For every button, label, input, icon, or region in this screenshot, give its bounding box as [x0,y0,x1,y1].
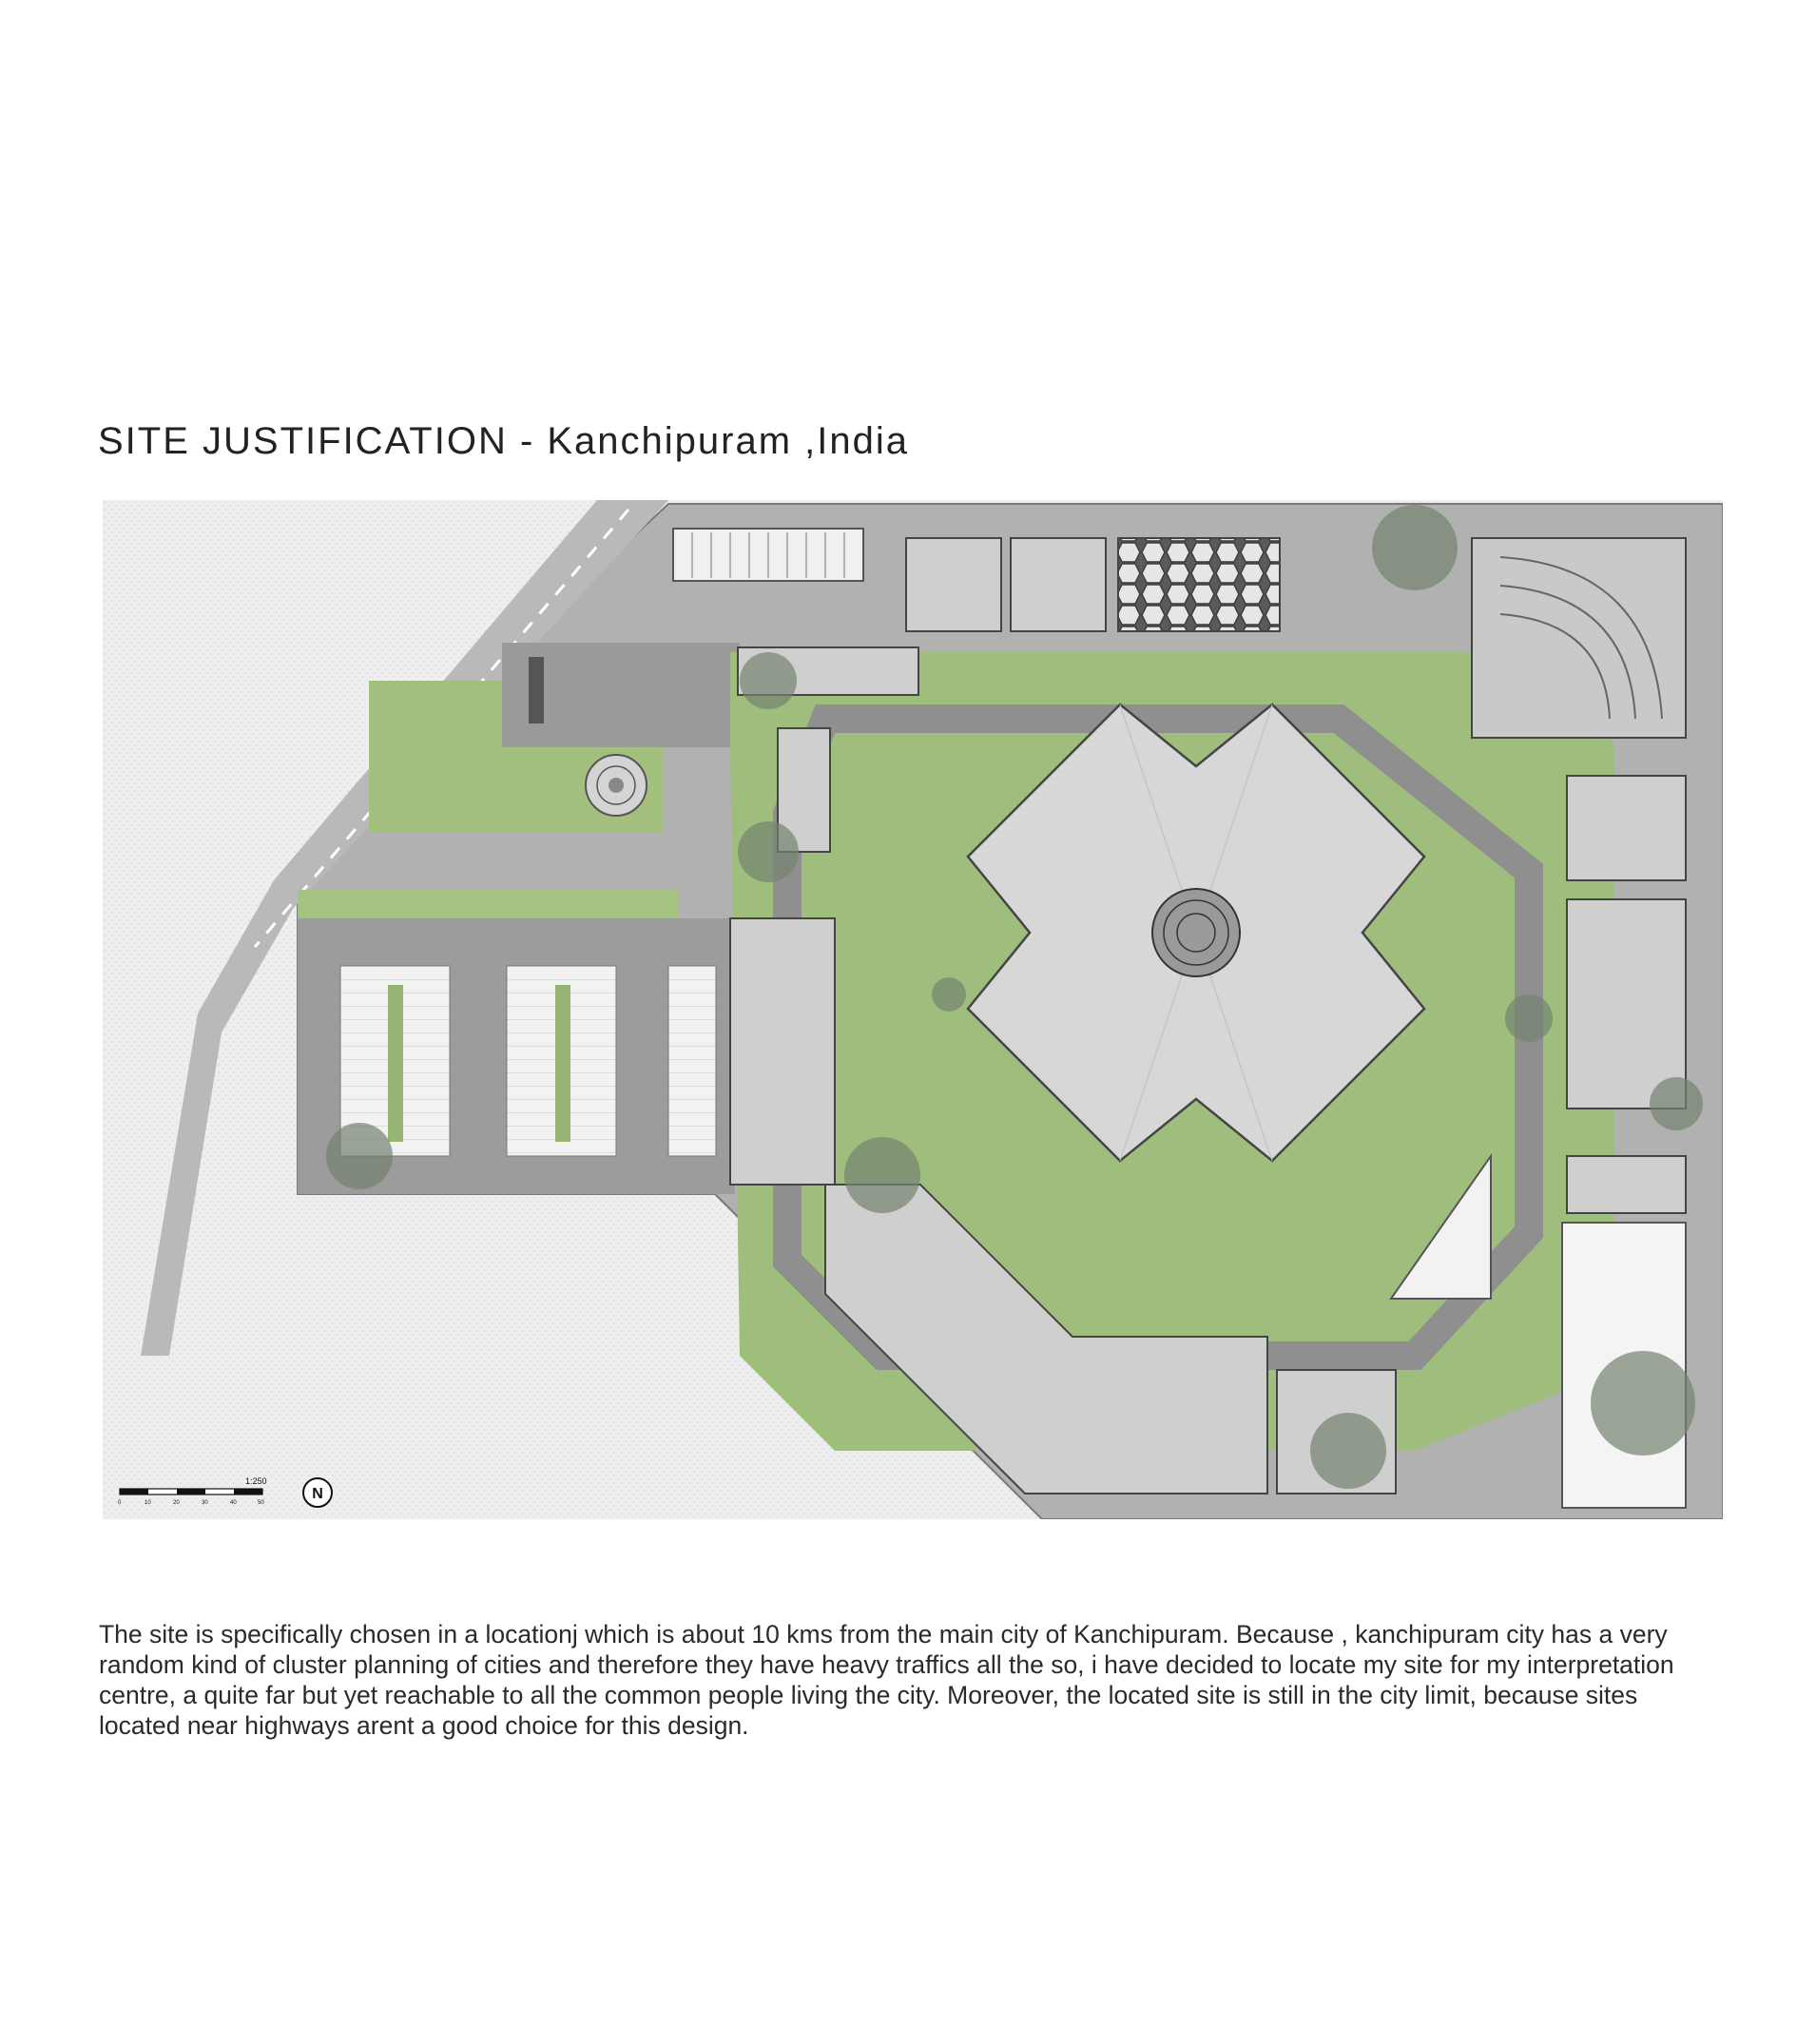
scale-tick: 50 [258,1500,264,1506]
block-east-2 [1567,899,1686,1109]
scale-tick: 20 [173,1500,180,1506]
dome [1152,889,1240,976]
site-plan [103,500,1723,1519]
gate-kiosk [529,657,544,723]
block-north-2 [1011,538,1106,631]
block-east-1 [1567,776,1686,880]
parking-bay-3 [668,966,716,1156]
description-text: The site is specifically chosen in a locationj which is about 10 kms from the main city of Kanchipuram. Because , kanchipuram city has a very random kind of cluster planning of cities and therefore they have heavy traffics all the so, i have decided to locate my site for my interpretation centre, a quite far but yet reachable to all the common people living the city. Moreover, the located site is still in the city limit, because sites located near highways arent a good choice for this design. [99,1620,1674,1740]
site-description [99,1619,1715,1741]
scale-tick: 10 [145,1500,151,1506]
hex-pavilion [1118,538,1280,631]
block-east-3 [1567,1156,1686,1213]
north-arrow-icon [303,1478,332,1507]
parking-island-2 [555,985,570,1142]
block-mid-west [730,918,835,1185]
block-north-1 [906,538,1001,631]
page-title: SITE JUSTIFICATION - Kanchipuram ,India [98,420,910,462]
amphitheatre [1472,538,1686,738]
north-label: N [312,1486,323,1502]
parking-island-1 [388,985,403,1142]
scale-tick: 40 [230,1500,237,1506]
scale-tick: 30 [202,1500,208,1506]
parking-lawn-strip [298,890,678,918]
scale-tick: 0 [118,1500,122,1506]
scale-label: 1:250 [245,1476,267,1486]
